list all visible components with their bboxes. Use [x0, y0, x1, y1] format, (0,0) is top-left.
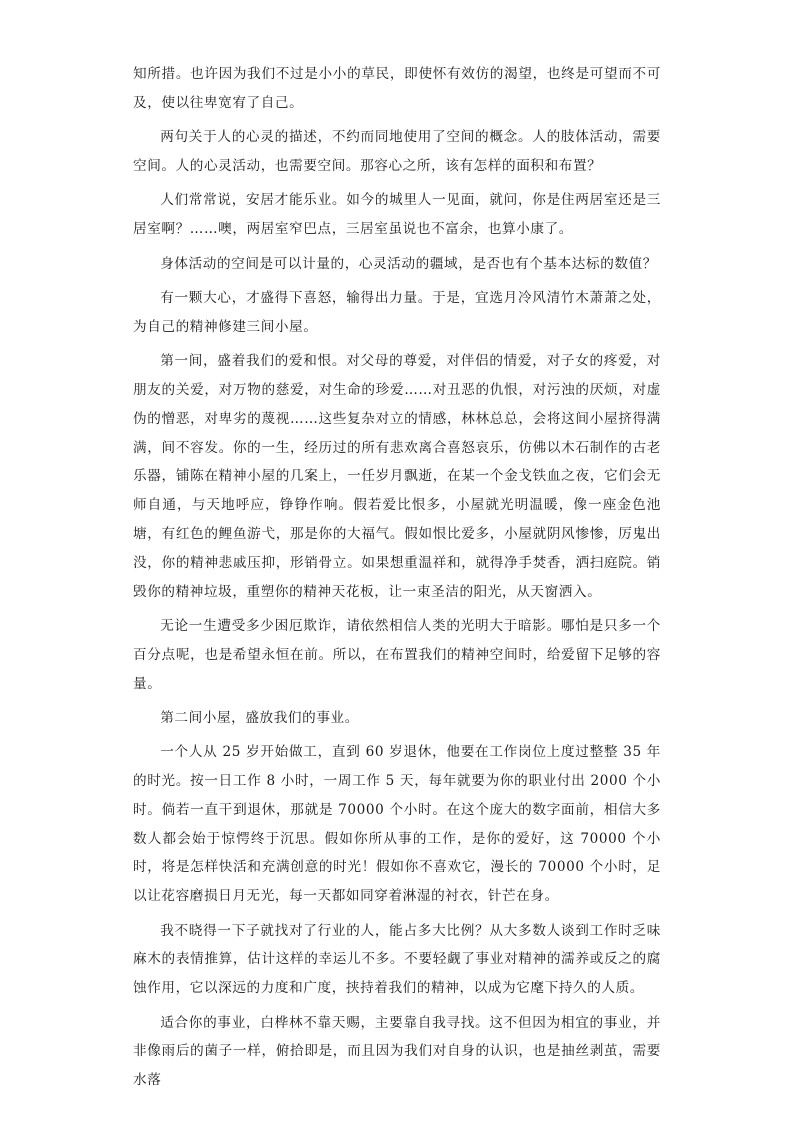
document-body	[133, 60, 661, 1101]
paragraph: 无论一生遭受多少困厄欺诈，请依然相信人类的光明大于暗影。哪怕是只多一个百分点呢，也是希望永恒在前。所以，在布置我们的精神空间时，给爱留下足够的容量。	[133, 617, 661, 692]
paragraph: 两句关于人的心灵的描述，不约而同地使用了空间的概念。人的肢体活动，需要空间。人的心灵活动，也需要空间。那容心之所，该有怎样的面积和布置？	[133, 129, 661, 174]
paragraph: 人们常常说，安居才能乐业。如今的城里人一见面，就问，你是住两居室还是三居室啊？……噢，两居室窄巴点，三居室虽说也不富余，也算小康了。	[133, 192, 661, 238]
paragraph: 我不晓得一下子就找对了行业的人，能占多大比例？从大多数人谈到工作时乏味麻木的表情推算，估计这样的幸运儿不多。不要轻觑了事业对精神的濡养或反之的腐蚀作用，它以深远的力度和广度，挟持着我们的精神，以成为它麾下持久的人质。	[133, 922, 661, 997]
paragraph: 一个人从 25 岁开始做工，直到 60 岁退休，他要在工作岗位上度过整整 35 年的时光。按一日工作 8 小时，一周工作 5 天，每年就要为你的职业付出 2000 个小时。倘若一直干到退休，那就是 70000 个小时。在这个庞大的数字面前，相信大多数人都会始于惊愕终于沉思。假如你所从事的工作，是你的爱好，这 70000 个小时，将是怎样快活和充满创意的时光！假如你不喜欢它，漫长的 70000 个小时，足以让花容磨损日月无光，每一天都如同穿着淋湿的衬衣，针芒在身。	[133, 744, 661, 905]
paragraph: 第一间，盛着我们的爱和恨。对父母的尊爱，对伴侣的情爱，对子女的疼爱，对朋友的关爱，对万物的慈爱，对生命的珍爱……对丑恶的仇恨，对污浊的厌烦，对虚伪的憎恶，对卑劣的蔑视……这些复杂对立的情感，林林总总，会将这间小屋挤得满满，间不容发。你的一生，经历过的所有悲欢离合喜怒哀乐，仿佛以木石制作的古老乐器，铺陈在精神小屋的几案上，一任岁月飘逝，在某一个金戈铁血之夜，它们会无师自通，与天地呼应，铮铮作响。假若爱比恨多，小屋就光明温暖，像一座金色池塘，有红色的鲤鱼游弋，那是你的大福气。假如恨比爱多，小屋就阴风惨惨，厉鬼出没，你的精神悲戚压抑，形销骨立。如果想重温祥和，就得净手焚香，洒扫庭院。销毁你的精神垃圾，重塑你的精神天花板，让一束圣洁的阳光，从天窗洒入。	[133, 353, 661, 600]
paragraph: 身体活动的空间是可以计量的，心灵活动的疆域，是否也有个基本达标的数值？	[160, 255, 657, 272]
paragraph: 知所措。也许因为我们不过是小小的草民，即使怀有效仿的渴望，也终是可望而不可及，使以往卑宽宥了自己。	[133, 66, 661, 111]
paragraph: 第二间小屋，盛放我们的事业。	[160, 709, 359, 726]
paragraph: 有一颗大心，才盛得下喜怒，输得出力量。于是，宜选月冷风清竹木萧萧之处，为自己的精神修建三间小屋。	[133, 289, 661, 335]
paragraph: 适合你的事业，白桦林不靠天赐，主要靠自我寻找。这不但因为相宜的事业，并非像雨后的菌子一样，俯拾即是，而且因为我们对自身的认识，也是抽丝剥茧，需要水落	[133, 1014, 661, 1089]
